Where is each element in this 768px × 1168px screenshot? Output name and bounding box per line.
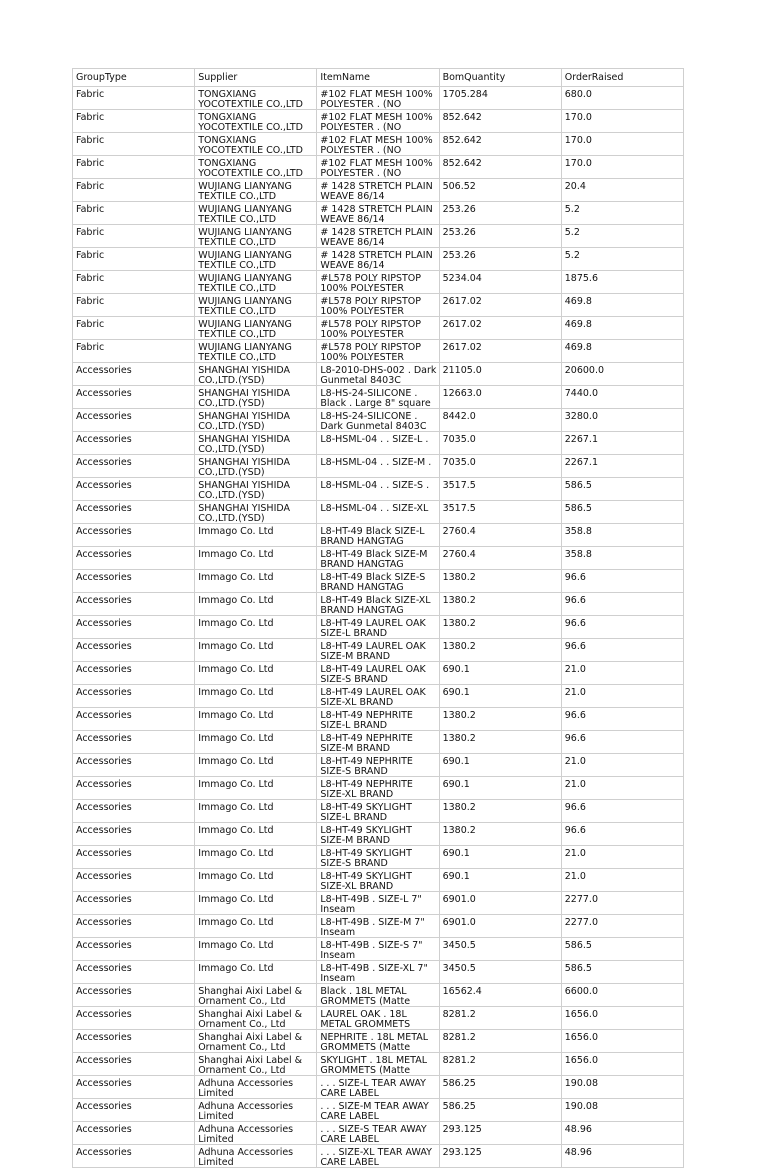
group-type-cell: Accessories bbox=[73, 1099, 195, 1122]
order-raised-cell: 586.5 bbox=[561, 961, 683, 984]
supplier-cell: Immago Co. Ltd bbox=[195, 570, 317, 593]
table-row bbox=[73, 662, 684, 685]
item-name-cell: L8-HT-49 NEPHRITE SIZE-L BRAND bbox=[317, 708, 439, 731]
column-header: Supplier bbox=[195, 69, 317, 87]
supplier-cell: Immago Co. Ltd bbox=[195, 800, 317, 823]
group-type-cell: Accessories bbox=[73, 455, 195, 478]
group-type-cell: Accessories bbox=[73, 685, 195, 708]
order-raised-cell: 96.6 bbox=[561, 593, 683, 616]
order-raised-cell: 96.6 bbox=[561, 570, 683, 593]
supplier-cell: SHANGHAI YISHIDA CO.,LTD.(YSD) bbox=[195, 501, 317, 524]
group-type-cell: Fabric bbox=[73, 87, 195, 110]
group-type-cell: Fabric bbox=[73, 179, 195, 202]
table-row bbox=[73, 731, 684, 754]
order-raised-cell: 5.2 bbox=[561, 202, 683, 225]
order-raised-cell: 1656.0 bbox=[561, 1007, 683, 1030]
bom-quantity-cell: 6901.0 bbox=[439, 892, 561, 915]
order-raised-cell: 170.0 bbox=[561, 133, 683, 156]
supplier-cell: WUJIANG LIANYANG TEXTILE CO.,LTD bbox=[195, 271, 317, 294]
group-type-cell: Accessories bbox=[73, 1145, 195, 1168]
supplier-cell: WUJIANG LIANYANG TEXTILE CO.,LTD bbox=[195, 225, 317, 248]
bom-quantity-cell: 506.52 bbox=[439, 179, 561, 202]
item-name-cell: #L578 POLY RIPSTOP 100% POLYESTER bbox=[317, 317, 439, 340]
order-raised-cell: 586.5 bbox=[561, 501, 683, 524]
item-name-cell: L8-HT-49 SKYLIGHT SIZE-M BRAND bbox=[317, 823, 439, 846]
order-raised-cell: 20600.0 bbox=[561, 363, 683, 386]
supplier-cell: Immago Co. Ltd bbox=[195, 892, 317, 915]
order-raised-cell: 170.0 bbox=[561, 110, 683, 133]
item-name-cell: L8-HT-49 Black SIZE-M BRAND HANGTAG bbox=[317, 547, 439, 570]
supplier-cell: TONGXIANG YOCOTEXTILE CO.,LTD bbox=[195, 133, 317, 156]
item-name-cell: . . . SIZE-S TEAR AWAY CARE LABEL bbox=[317, 1122, 439, 1145]
bom-quantity-cell: 293.125 bbox=[439, 1145, 561, 1168]
order-raised-cell: 21.0 bbox=[561, 869, 683, 892]
supplier-cell: TONGXIANG YOCOTEXTILE CO.,LTD bbox=[195, 87, 317, 110]
table-row bbox=[73, 869, 684, 892]
column-header: OrderRaised bbox=[561, 69, 683, 87]
table-row bbox=[73, 1122, 684, 1145]
supplier-cell: Immago Co. Ltd bbox=[195, 961, 317, 984]
group-type-cell: Accessories bbox=[73, 1007, 195, 1030]
bom-quantity-cell: 1380.2 bbox=[439, 823, 561, 846]
group-type-cell: Accessories bbox=[73, 731, 195, 754]
supplier-cell: SHANGHAI YISHIDA CO.,LTD.(YSD) bbox=[195, 386, 317, 409]
supplier-cell: Immago Co. Ltd bbox=[195, 754, 317, 777]
order-raised-cell: 5.2 bbox=[561, 248, 683, 271]
bom-quantity-cell: 293.125 bbox=[439, 1122, 561, 1145]
group-type-cell: Accessories bbox=[73, 409, 195, 432]
supplier-cell: TONGXIANG YOCOTEXTILE CO.,LTD bbox=[195, 110, 317, 133]
table-row bbox=[73, 294, 684, 317]
item-name-cell: L8-HT-49 Black SIZE-L BRAND HANGTAG bbox=[317, 524, 439, 547]
group-type-cell: Accessories bbox=[73, 501, 195, 524]
order-raised-cell: 21.0 bbox=[561, 662, 683, 685]
item-name-cell: # 1428 STRETCH PLAIN WEAVE 86/14 bbox=[317, 248, 439, 271]
item-name-cell: L8-HT-49 LAUREL OAK SIZE-S BRAND bbox=[317, 662, 439, 685]
table-row bbox=[73, 478, 684, 501]
column-header: BomQuantity bbox=[439, 69, 561, 87]
group-type-cell: Accessories bbox=[73, 938, 195, 961]
table-row bbox=[73, 685, 684, 708]
group-type-cell: Accessories bbox=[73, 386, 195, 409]
order-raised-cell: 96.6 bbox=[561, 823, 683, 846]
group-type-cell: Accessories bbox=[73, 1076, 195, 1099]
bom-quantity-cell: 690.1 bbox=[439, 662, 561, 685]
supplier-cell: WUJIANG LIANYANG TEXTILE CO.,LTD bbox=[195, 317, 317, 340]
bom-quantity-cell: 1380.2 bbox=[439, 708, 561, 731]
item-name-cell: SKYLIGHT . 18L METAL GROMMETS (Matte bbox=[317, 1053, 439, 1076]
order-raised-cell: 358.8 bbox=[561, 547, 683, 570]
order-raised-cell: 96.6 bbox=[561, 731, 683, 754]
supplier-cell: Immago Co. Ltd bbox=[195, 662, 317, 685]
item-name-cell: L8-HT-49 NEPHRITE SIZE-M BRAND bbox=[317, 731, 439, 754]
table-row bbox=[73, 961, 684, 984]
group-type-cell: Fabric bbox=[73, 225, 195, 248]
supplier-cell: Shanghai Aixi Label & Ornament Co., Ltd bbox=[195, 1007, 317, 1030]
group-type-cell: Accessories bbox=[73, 915, 195, 938]
item-name-cell: L8-HT-49B . SIZE-S 7" Inseam bbox=[317, 938, 439, 961]
group-type-cell: Fabric bbox=[73, 248, 195, 271]
supplier-cell: Immago Co. Ltd bbox=[195, 915, 317, 938]
item-name-cell: L8-HT-49 LAUREL OAK SIZE-XL BRAND bbox=[317, 685, 439, 708]
order-raised-cell: 190.08 bbox=[561, 1099, 683, 1122]
group-type-cell: Fabric bbox=[73, 156, 195, 179]
order-raised-cell: 96.6 bbox=[561, 639, 683, 662]
supplier-cell: TONGXIANG YOCOTEXTILE CO.,LTD bbox=[195, 156, 317, 179]
order-raised-cell: 586.5 bbox=[561, 478, 683, 501]
order-raised-cell: 21.0 bbox=[561, 846, 683, 869]
bom-quantity-cell: 1380.2 bbox=[439, 800, 561, 823]
group-type-cell: Accessories bbox=[73, 961, 195, 984]
order-raised-cell: 1656.0 bbox=[561, 1053, 683, 1076]
supplier-cell: Shanghai Aixi Label & Ornament Co., Ltd bbox=[195, 1053, 317, 1076]
table-row bbox=[73, 432, 684, 455]
supplier-cell: Shanghai Aixi Label & Ornament Co., Ltd bbox=[195, 1030, 317, 1053]
table-row bbox=[73, 363, 684, 386]
supplier-cell: SHANGHAI YISHIDA CO.,LTD.(YSD) bbox=[195, 363, 317, 386]
supplier-cell: WUJIANG LIANYANG TEXTILE CO.,LTD bbox=[195, 248, 317, 271]
group-type-cell: Accessories bbox=[73, 547, 195, 570]
bom-quantity-cell: 3450.5 bbox=[439, 961, 561, 984]
group-type-cell: Accessories bbox=[73, 777, 195, 800]
supplier-cell: Immago Co. Ltd bbox=[195, 524, 317, 547]
order-raised-cell: 48.96 bbox=[561, 1145, 683, 1168]
bom-quantity-cell: 8442.0 bbox=[439, 409, 561, 432]
item-name-cell: L8-HT-49 SKYLIGHT SIZE-S BRAND bbox=[317, 846, 439, 869]
order-raised-cell: 3280.0 bbox=[561, 409, 683, 432]
table-row bbox=[73, 915, 684, 938]
bom-quantity-cell: 690.1 bbox=[439, 777, 561, 800]
item-name-cell: # 1428 STRETCH PLAIN WEAVE 86/14 bbox=[317, 179, 439, 202]
item-name-cell: . . . SIZE-XL TEAR AWAY CARE LABEL bbox=[317, 1145, 439, 1168]
group-type-cell: Fabric bbox=[73, 294, 195, 317]
supplier-cell: WUJIANG LIANYANG TEXTILE CO.,LTD bbox=[195, 202, 317, 225]
item-name-cell: #102 FLAT MESH 100% POLYESTER . (NO bbox=[317, 133, 439, 156]
supplier-cell: Immago Co. Ltd bbox=[195, 823, 317, 846]
item-name-cell: L8-HT-49 NEPHRITE SIZE-S BRAND bbox=[317, 754, 439, 777]
bom-quantity-cell: 2617.02 bbox=[439, 294, 561, 317]
table-row bbox=[73, 1099, 684, 1122]
supplier-cell: SHANGHAI YISHIDA CO.,LTD.(YSD) bbox=[195, 478, 317, 501]
item-name-cell: L8-HT-49 Black SIZE-XL BRAND HANGTAG bbox=[317, 593, 439, 616]
supplier-cell: SHANGHAI YISHIDA CO.,LTD.(YSD) bbox=[195, 455, 317, 478]
item-name-cell: L8-HT-49 LAUREL OAK SIZE-M BRAND bbox=[317, 639, 439, 662]
supplier-cell: Adhuna Accessories Limited bbox=[195, 1099, 317, 1122]
group-type-cell: Accessories bbox=[73, 616, 195, 639]
bom-quantity-cell: 7035.0 bbox=[439, 455, 561, 478]
table-row bbox=[73, 800, 684, 823]
item-name-cell: L8-HT-49B . SIZE-M 7" Inseam bbox=[317, 915, 439, 938]
order-raised-cell: 6600.0 bbox=[561, 984, 683, 1007]
supplier-cell: Adhuna Accessories Limited bbox=[195, 1122, 317, 1145]
table-row bbox=[73, 317, 684, 340]
item-name-cell: #L578 POLY RIPSTOP 100% POLYESTER bbox=[317, 271, 439, 294]
bom-quantity-cell: 12663.0 bbox=[439, 386, 561, 409]
table-row bbox=[73, 547, 684, 570]
supplier-cell: Immago Co. Ltd bbox=[195, 547, 317, 570]
bom-quantity-cell: 21105.0 bbox=[439, 363, 561, 386]
table-row bbox=[73, 179, 684, 202]
order-raised-cell: 21.0 bbox=[561, 685, 683, 708]
table-row bbox=[73, 777, 684, 800]
table-row bbox=[73, 1030, 684, 1053]
order-raised-cell: 2267.1 bbox=[561, 432, 683, 455]
supplier-cell: WUJIANG LIANYANG TEXTILE CO.,LTD bbox=[195, 179, 317, 202]
bom-quantity-cell: 1380.2 bbox=[439, 616, 561, 639]
order-raised-cell: 1656.0 bbox=[561, 1030, 683, 1053]
table-row bbox=[73, 593, 684, 616]
item-name-cell: L8-HT-49 NEPHRITE SIZE-XL BRAND bbox=[317, 777, 439, 800]
order-raised-cell: 358.8 bbox=[561, 524, 683, 547]
item-name-cell: L8-HT-49 LAUREL OAK SIZE-L BRAND bbox=[317, 616, 439, 639]
order-raised-cell: 190.08 bbox=[561, 1076, 683, 1099]
column-header: ItemName bbox=[317, 69, 439, 87]
item-name-cell: . . . SIZE-L TEAR AWAY CARE LABEL bbox=[317, 1076, 439, 1099]
table-row bbox=[73, 639, 684, 662]
bom-quantity-cell: 690.1 bbox=[439, 846, 561, 869]
supplier-cell: WUJIANG LIANYANG TEXTILE CO.,LTD bbox=[195, 340, 317, 363]
table-row bbox=[73, 409, 684, 432]
order-raised-cell: 2277.0 bbox=[561, 892, 683, 915]
item-name-cell: L8-HS-24-SILICONE . Dark Gunmetal 8403C bbox=[317, 409, 439, 432]
table-row bbox=[73, 892, 684, 915]
order-raised-cell: 469.8 bbox=[561, 317, 683, 340]
table-row bbox=[73, 225, 684, 248]
order-raised-cell: 21.0 bbox=[561, 777, 683, 800]
supplier-cell: Immago Co. Ltd bbox=[195, 846, 317, 869]
item-name-cell: #102 FLAT MESH 100% POLYESTER . (NO bbox=[317, 87, 439, 110]
group-type-cell: Fabric bbox=[73, 110, 195, 133]
group-type-cell: Accessories bbox=[73, 1122, 195, 1145]
bom-quantity-cell: 690.1 bbox=[439, 869, 561, 892]
item-name-cell: L8-HT-49B . SIZE-L 7" Inseam bbox=[317, 892, 439, 915]
supplier-cell: Immago Co. Ltd bbox=[195, 616, 317, 639]
group-type-cell: Accessories bbox=[73, 432, 195, 455]
group-type-cell: Fabric bbox=[73, 133, 195, 156]
table-row bbox=[73, 754, 684, 777]
supplier-cell: Immago Co. Ltd bbox=[195, 639, 317, 662]
table-row bbox=[73, 110, 684, 133]
group-type-cell: Accessories bbox=[73, 708, 195, 731]
table-row bbox=[73, 570, 684, 593]
group-type-cell: Fabric bbox=[73, 202, 195, 225]
bom-quantity-cell: 8281.2 bbox=[439, 1007, 561, 1030]
order-raised-cell: 469.8 bbox=[561, 294, 683, 317]
order-raised-cell: 170.0 bbox=[561, 156, 683, 179]
table-row bbox=[73, 524, 684, 547]
table-row bbox=[73, 87, 684, 110]
bom-quantity-cell: 2760.4 bbox=[439, 547, 561, 570]
group-type-cell: Accessories bbox=[73, 662, 195, 685]
bom-quantity-cell: 1380.2 bbox=[439, 593, 561, 616]
item-name-cell: LAUREL OAK . 18L METAL GROMMETS bbox=[317, 1007, 439, 1030]
supplier-cell: Adhuna Accessories Limited bbox=[195, 1145, 317, 1168]
bom-quantity-cell: 1705.284 bbox=[439, 87, 561, 110]
table-row bbox=[73, 340, 684, 363]
table-row bbox=[73, 455, 684, 478]
group-type-cell: Accessories bbox=[73, 1030, 195, 1053]
item-name-cell: #L578 POLY RIPSTOP 100% POLYESTER bbox=[317, 340, 439, 363]
table-row bbox=[73, 1007, 684, 1030]
supplier-cell: Shanghai Aixi Label & Ornament Co., Ltd bbox=[195, 984, 317, 1007]
order-table bbox=[72, 68, 684, 1168]
table-row bbox=[73, 156, 684, 179]
bom-quantity-cell: 852.642 bbox=[439, 110, 561, 133]
order-raised-cell: 20.4 bbox=[561, 179, 683, 202]
item-name-cell: # 1428 STRETCH PLAIN WEAVE 86/14 bbox=[317, 202, 439, 225]
supplier-cell: Immago Co. Ltd bbox=[195, 938, 317, 961]
item-name-cell: #102 FLAT MESH 100% POLYESTER . (NO bbox=[317, 110, 439, 133]
order-raised-cell: 2267.1 bbox=[561, 455, 683, 478]
bom-quantity-cell: 586.25 bbox=[439, 1099, 561, 1122]
item-name-cell: L8-HT-49 Black SIZE-S BRAND HANGTAG bbox=[317, 570, 439, 593]
bom-quantity-cell: 3517.5 bbox=[439, 478, 561, 501]
item-name-cell: L8-HSML-04 . . SIZE-S . bbox=[317, 478, 439, 501]
bom-quantity-cell: 253.26 bbox=[439, 248, 561, 271]
supplier-cell: SHANGHAI YISHIDA CO.,LTD.(YSD) bbox=[195, 409, 317, 432]
bom-quantity-cell: 253.26 bbox=[439, 225, 561, 248]
group-type-cell: Accessories bbox=[73, 869, 195, 892]
group-type-cell: Fabric bbox=[73, 317, 195, 340]
bom-quantity-cell: 852.642 bbox=[439, 156, 561, 179]
table-row bbox=[73, 133, 684, 156]
supplier-cell: Adhuna Accessories Limited bbox=[195, 1076, 317, 1099]
bom-quantity-cell: 1380.2 bbox=[439, 639, 561, 662]
group-type-cell: Accessories bbox=[73, 846, 195, 869]
order-raised-cell: 2277.0 bbox=[561, 915, 683, 938]
item-name-cell: Black . 18L METAL GROMMETS (Matte bbox=[317, 984, 439, 1007]
item-name-cell: L8-HSML-04 . . SIZE-L . bbox=[317, 432, 439, 455]
group-type-cell: Accessories bbox=[73, 823, 195, 846]
group-type-cell: Accessories bbox=[73, 639, 195, 662]
order-raised-cell: 96.6 bbox=[561, 708, 683, 731]
order-raised-cell: 21.0 bbox=[561, 754, 683, 777]
order-raised-cell: 96.6 bbox=[561, 616, 683, 639]
item-name-cell: L8-HS-24-SILICONE . Black . Large 8" square bbox=[317, 386, 439, 409]
table-row bbox=[73, 248, 684, 271]
item-name-cell: L8-HT-49B . SIZE-XL 7" Inseam bbox=[317, 961, 439, 984]
group-type-cell: Fabric bbox=[73, 340, 195, 363]
bom-quantity-cell: 3517.5 bbox=[439, 501, 561, 524]
supplier-cell: Immago Co. Ltd bbox=[195, 593, 317, 616]
table-row bbox=[73, 202, 684, 225]
table-header-row bbox=[73, 69, 684, 87]
bom-quantity-cell: 7035.0 bbox=[439, 432, 561, 455]
bom-quantity-cell: 6901.0 bbox=[439, 915, 561, 938]
table-row bbox=[73, 984, 684, 1007]
table-row bbox=[73, 1145, 684, 1168]
item-name-cell: # 1428 STRETCH PLAIN WEAVE 86/14 bbox=[317, 225, 439, 248]
table-row bbox=[73, 616, 684, 639]
bom-quantity-cell: 1380.2 bbox=[439, 570, 561, 593]
item-name-cell: L8-HT-49 SKYLIGHT SIZE-L BRAND bbox=[317, 800, 439, 823]
table-row bbox=[73, 1053, 684, 1076]
order-raised-cell: 5.2 bbox=[561, 225, 683, 248]
group-type-cell: Accessories bbox=[73, 593, 195, 616]
table-row bbox=[73, 386, 684, 409]
table-row bbox=[73, 938, 684, 961]
item-name-cell: L8-HT-49 SKYLIGHT SIZE-XL BRAND bbox=[317, 869, 439, 892]
table-row bbox=[73, 823, 684, 846]
group-type-cell: Accessories bbox=[73, 570, 195, 593]
order-raised-cell: 96.6 bbox=[561, 800, 683, 823]
item-name-cell: L8-HSML-04 . . SIZE-XL bbox=[317, 501, 439, 524]
table-row bbox=[73, 1076, 684, 1099]
supplier-cell: WUJIANG LIANYANG TEXTILE CO.,LTD bbox=[195, 294, 317, 317]
group-type-cell: Accessories bbox=[73, 892, 195, 915]
bom-quantity-cell: 2617.02 bbox=[439, 340, 561, 363]
table-row bbox=[73, 846, 684, 869]
order-raised-cell: 586.5 bbox=[561, 938, 683, 961]
bom-quantity-cell: 2617.02 bbox=[439, 317, 561, 340]
group-type-cell: Accessories bbox=[73, 1053, 195, 1076]
bom-quantity-cell: 8281.2 bbox=[439, 1053, 561, 1076]
group-type-cell: Accessories bbox=[73, 363, 195, 386]
bom-quantity-cell: 3450.5 bbox=[439, 938, 561, 961]
bom-quantity-cell: 8281.2 bbox=[439, 1030, 561, 1053]
bom-quantity-cell: 16562.4 bbox=[439, 984, 561, 1007]
bom-quantity-cell: 690.1 bbox=[439, 685, 561, 708]
table-row bbox=[73, 271, 684, 294]
bom-quantity-cell: 2760.4 bbox=[439, 524, 561, 547]
item-name-cell: #L578 POLY RIPSTOP 100% POLYESTER bbox=[317, 294, 439, 317]
group-type-cell: Accessories bbox=[73, 754, 195, 777]
bom-quantity-cell: 586.25 bbox=[439, 1076, 561, 1099]
item-name-cell: #102 FLAT MESH 100% POLYESTER . (NO bbox=[317, 156, 439, 179]
bom-quantity-cell: 1380.2 bbox=[439, 731, 561, 754]
bom-quantity-cell: 253.26 bbox=[439, 202, 561, 225]
bom-quantity-cell: 690.1 bbox=[439, 754, 561, 777]
bom-quantity-cell: 5234.04 bbox=[439, 271, 561, 294]
item-name-cell: L8-2010-DHS-002 . Dark Gunmetal 8403C bbox=[317, 363, 439, 386]
group-type-cell: Fabric bbox=[73, 271, 195, 294]
supplier-cell: Immago Co. Ltd bbox=[195, 869, 317, 892]
bom-quantity-cell: 852.642 bbox=[439, 133, 561, 156]
order-raised-cell: 7440.0 bbox=[561, 386, 683, 409]
supplier-cell: SHANGHAI YISHIDA CO.,LTD.(YSD) bbox=[195, 432, 317, 455]
supplier-cell: Immago Co. Ltd bbox=[195, 685, 317, 708]
order-raised-cell: 680.0 bbox=[561, 87, 683, 110]
item-name-cell: . . . SIZE-M TEAR AWAY CARE LABEL bbox=[317, 1099, 439, 1122]
order-raised-cell: 1875.6 bbox=[561, 271, 683, 294]
group-type-cell: Accessories bbox=[73, 984, 195, 1007]
order-raised-cell: 48.96 bbox=[561, 1122, 683, 1145]
item-name-cell: NEPHRITE . 18L METAL GROMMETS (Matte bbox=[317, 1030, 439, 1053]
table-row bbox=[73, 501, 684, 524]
item-name-cell: L8-HSML-04 . . SIZE-M . bbox=[317, 455, 439, 478]
supplier-cell: Immago Co. Ltd bbox=[195, 731, 317, 754]
group-type-cell: Accessories bbox=[73, 478, 195, 501]
group-type-cell: Accessories bbox=[73, 800, 195, 823]
order-raised-cell: 469.8 bbox=[561, 340, 683, 363]
column-header: GroupType bbox=[73, 69, 195, 87]
supplier-cell: Immago Co. Ltd bbox=[195, 777, 317, 800]
table-row bbox=[73, 708, 684, 731]
group-type-cell: Accessories bbox=[73, 524, 195, 547]
supplier-cell: Immago Co. Ltd bbox=[195, 708, 317, 731]
